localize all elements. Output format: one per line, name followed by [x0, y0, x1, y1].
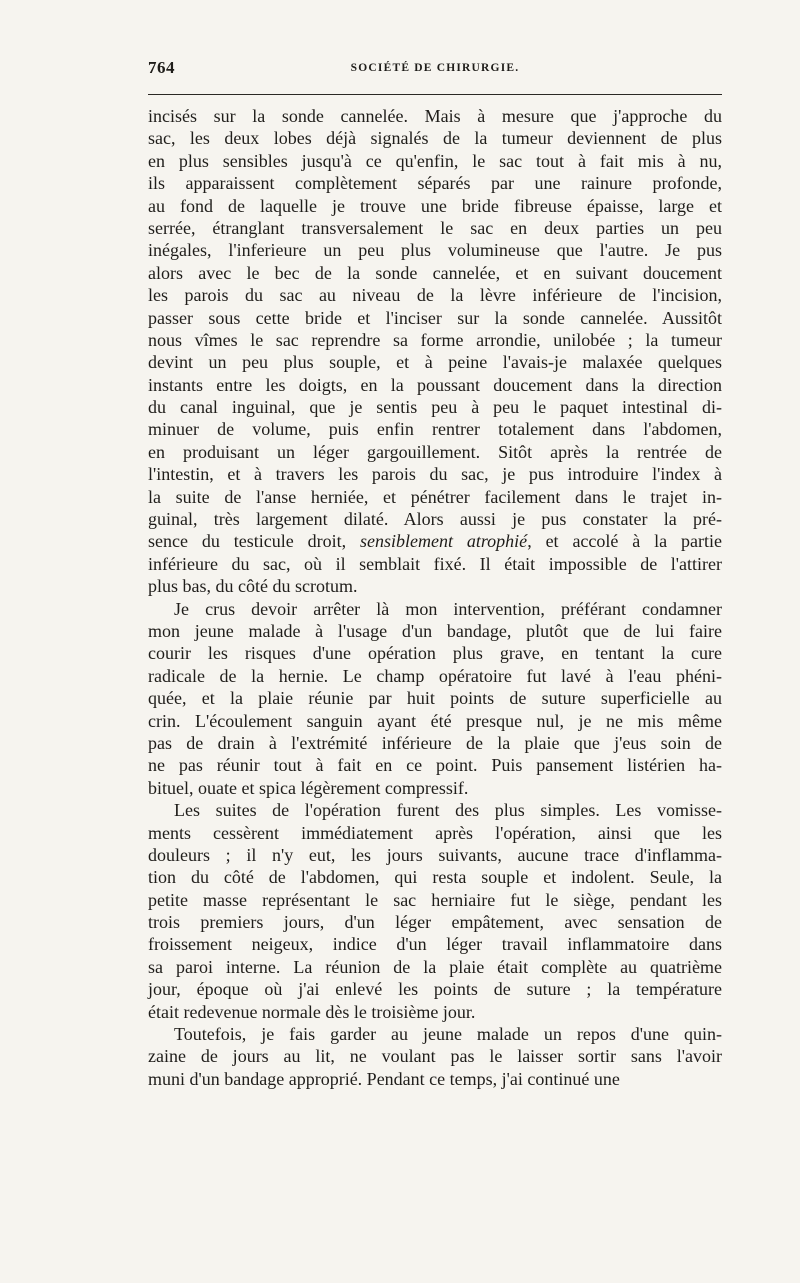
body-text	[148, 105, 722, 1090]
text-line: du canal inguinal, que je sentis peu à peu le paquet intestinal di-	[148, 397, 722, 418]
text-line: muni d'un bandage approprié. Pendant ce temps, j'ai continué une	[148, 1068, 620, 1089]
text-line: douleurs ; il n'y eut, les jours suivants, aucune trace d'inflamma-	[148, 844, 722, 865]
text-line: ne pas réunir tout à fait en ce point. Puis pansement listérien ha-	[148, 755, 722, 776]
paragraph	[148, 105, 722, 598]
text-line: Les suites de l'opération furent des plus simples. Les vomisse-	[174, 800, 722, 821]
text-line: l'intestin, et à travers les parois du sac, je pus introduire l'index à	[148, 464, 722, 485]
text-line: alors avec le bec de la sonde cannelée, et en suivant doucement	[148, 262, 722, 283]
paragraph	[148, 598, 722, 800]
paragraph	[148, 799, 722, 1023]
text-line: inégales, l'inferieure un peu plus volumineuse que l'autre. Je pus	[148, 240, 722, 261]
text-line: incisés sur la sonde cannelée. Mais à mesure que j'approche du	[148, 106, 722, 126]
text-line: courir les risques d'une opération plus grave, en tentant la cure	[148, 643, 722, 664]
italic-emphasis: sensiblement atrophié	[359, 531, 528, 552]
text-line: ments cessèrent immédiatement après l'opération, ainsi que les	[148, 822, 722, 843]
text-line: était redevenue normale dès le troisième jour.	[148, 1001, 476, 1022]
text-line: trois premiers jours, d'un léger empâtement, avec sensation de	[148, 912, 722, 933]
paragraph	[148, 1023, 722, 1090]
text-line: crin. L'écoulement sanguin ayant été presque nul, je ne mis même	[148, 710, 722, 731]
text-line: bituel, ouate et spica légèrement compressif.	[148, 777, 469, 798]
text-line: les parois du sac au niveau de la lèvre inférieure de l'incision,	[148, 285, 722, 306]
text-line: sence du testicule droit, sensiblement atrophié, et accolé à la partie	[148, 531, 723, 552]
text-line: jour, époque où j'ai enlevé les points de suture ; la température	[148, 979, 722, 1000]
text-line: quée, et la plaie réunie par huit points de suture superficielle au	[148, 688, 722, 709]
text-line: radicale de la hernie. Le champ opératoire fut lavé à l'eau phéni-	[148, 665, 722, 686]
text-line: guinal, très largement dilaté. Alors aussi je pus constater la pré-	[148, 509, 722, 530]
header-rule	[148, 94, 722, 95]
text-line: au fond de laquelle je trouve une bride fibreuse épaisse, large et	[148, 195, 722, 216]
text-line: petite masse représentant le sac herniaire fut le siège, pendant les	[148, 889, 722, 910]
text-line: devint un peu plus souple, et à peine l'avais-je malaxée quelques	[148, 352, 722, 373]
text-line: en plus sensibles jusqu'à ce qu'enfin, le sac tout à fait mis à nu,	[148, 150, 722, 171]
text-line: la suite de l'anse herniée, et pénétrer facilement dans le trajet in-	[148, 486, 722, 507]
text-line: en produisant un léger gargouillement. Sitôt après la rentrée de	[148, 441, 722, 462]
text-line: zaine de jours au lit, ne voulant pas le laisser sortir sans l'avoir	[148, 1046, 722, 1067]
text-line: froissement neigeux, indice d'un léger travail inflammatoire dans	[148, 934, 722, 955]
text-line: serrée, étranglant transversalement le sac en deux parties un peu	[148, 217, 722, 238]
text-line: sa paroi interne. La réunion de la plaie était complète au quatrième	[148, 956, 722, 977]
text-line: ils apparaissent complètement séparés par une rainure profonde,	[148, 173, 722, 194]
text-line: Toutefois, je fais garder au jeune malade un repos d'une quin-	[174, 1024, 722, 1045]
text-line: inférieure du sac, où il semblait fixé. Il était impossible de l'attirer	[148, 553, 722, 574]
text-line: passer sous cette bride et l'inciser sur la sonde cannelée. Aussitôt	[148, 307, 722, 328]
text-line: instants entre les doigts, en la poussant doucement dans la direction	[148, 374, 722, 395]
text-line: mon jeune malade à l'usage d'un bandage, plutôt que de lui faire	[148, 620, 722, 641]
page-number: 764	[148, 58, 175, 77]
text-line: sac, les deux lobes déjà signalés de la tumeur deviennent de plus	[148, 128, 722, 149]
text-line: plus bas, du côté du scrotum.	[148, 576, 358, 597]
page-header	[148, 58, 722, 88]
text-line: minuer de volume, puis enfin rentrer totalement dans l'abdomen,	[148, 419, 722, 440]
running-title: SOCIÉTÉ DE CHIRURGIE.	[350, 62, 520, 74]
text-line: pas de drain à l'extrémité inférieure de la plaie que j'eus soin de	[148, 732, 722, 753]
text-line: nous vîmes le sac reprendre sa forme arrondie, unilobée ; la tumeur	[148, 329, 722, 350]
text-line: tion du côté de l'abdomen, qui resta souple et indolent. Seule, la	[148, 867, 722, 888]
text-line: Je crus devoir arrêter là mon intervention, préférant condamner	[174, 598, 722, 619]
